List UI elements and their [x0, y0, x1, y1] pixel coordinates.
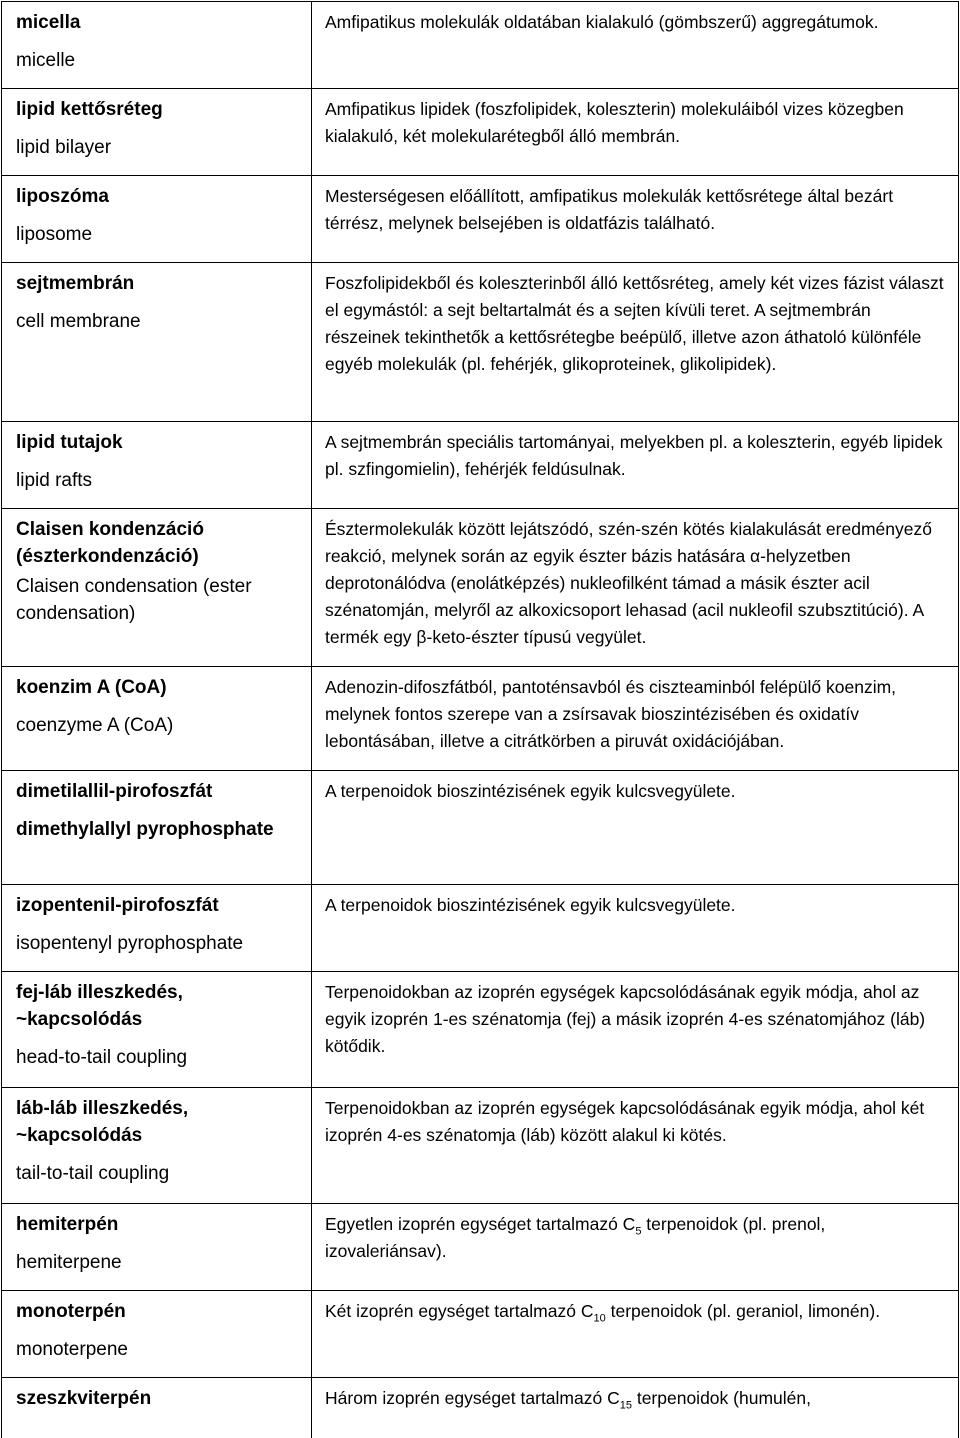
term-en: monoterpene [16, 1339, 128, 1360]
definition-cell [312, 1291, 959, 1378]
glossary-row [2, 1204, 959, 1291]
term-hu: monoterpén [16, 1301, 126, 1322]
definition-cell [312, 263, 959, 422]
definition-text: Terpenoidokban az izoprén egységek kapcsolódásának egyik módja, ahol az egyik izoprén 1-es szénatomja (fej) a másik izoprén 4-es szénatomjához (láb) kötődik. [325, 982, 926, 1056]
definition-text: Adenozin-difoszfátból, pantoténsavból és ciszteaminból felépülő koenzim, melynek fontos szerepe van a zsírsavak bioszintézisében és oxidatív lebontásában, illetve a citrátkörben a piruvát oxidációjában. [325, 677, 897, 751]
term-en: Claisen condensation (ester condensation) [16, 576, 252, 624]
definition-cell [312, 509, 959, 667]
definition-cell [312, 1088, 959, 1204]
term-en: isopentenyl pyrophosphate [16, 933, 244, 954]
definition-cell [312, 1378, 959, 1438]
term-cell [2, 89, 312, 176]
term-cell [2, 422, 312, 509]
glossary-row [2, 771, 959, 885]
definition-text: Amfipatikus lipidek (foszfolipidek, koleszterin) molekuláiból vizes közegben kialakuló, két molekularétegből álló membrán. [325, 99, 904, 146]
term-cell [2, 1204, 312, 1291]
term-cell [2, 885, 312, 972]
definition-text: Foszfolipidekből és koleszterinből álló kettősréteg, amely két vizes fázist választ el egymástól: a sejt beltartalmát és a sejten kívüli teret. A sejtmembrán részeinek tekinthetők a kettősrétegbe beépülő, illetve azon áthatoló különféle egyéb molekulák (pl. fehérjék, glikoproteinek, glikolipidek). [325, 273, 944, 374]
glossary-row [2, 1088, 959, 1204]
definition-cell [312, 771, 959, 885]
glossary-row [2, 1291, 959, 1378]
glossary-row [2, 176, 959, 263]
carbon-count: 5 [635, 1225, 642, 1238]
term-hu: micella [16, 12, 81, 33]
definition-text: A sejtmembrán speciális tartományai, melyekben pl. a koleszterin, egyéb lipidek pl. szfingomielin), fehérjék feldúsulnak. [325, 432, 943, 479]
term-hu: láb-láb illeszkedés, ~kapcsolódás [16, 1098, 189, 1146]
definition-text: terpenoidok (humulén, [631, 1388, 811, 1408]
term-en: micelle [16, 50, 76, 71]
term-en: coenzyme A (CoA) [16, 715, 174, 736]
term-cell [2, 263, 312, 422]
term-en: hemiterpene [16, 1252, 122, 1273]
definition-text: terpenoidok (pl. prenol, izovaleriánsav). [325, 1214, 826, 1261]
term-en: lipid rafts [16, 470, 93, 491]
term-cell [2, 972, 312, 1088]
glossary-row [2, 422, 959, 509]
term-en: liposome [16, 224, 93, 245]
carbon-count: 10 [593, 1312, 606, 1325]
term-en: tail-to-tail coupling [16, 1163, 170, 1184]
definition-text: Amfipatikus molekulák oldatában kialakuló (gömbszerű) aggregátumok. [325, 12, 879, 32]
term-cell [2, 176, 312, 263]
definition-cell [312, 422, 959, 509]
glossary-row [2, 2, 959, 89]
term-cell [2, 667, 312, 771]
definition-text: terpenoidok (pl. geraniol, limonén). [605, 1301, 881, 1321]
glossary-row [2, 1378, 959, 1438]
term-hu: fej-láb illeszkedés, ~kapcsolódás [16, 982, 183, 1030]
definition-text: Egyetlen izoprén egységet tartalmazó C [325, 1214, 636, 1234]
term-en: head-to-tail coupling [16, 1047, 188, 1068]
glossary-table [1, 1, 959, 1438]
term-cell [2, 1291, 312, 1378]
term-cell [2, 1378, 312, 1438]
term-hu: dimetilallil-pirofoszfát [16, 781, 213, 802]
term-hu: izopentenil-pirofoszfát [16, 895, 219, 916]
definition-text: Két izoprén egységet tartalmazó C [325, 1301, 594, 1321]
term-hu: sejtmembrán [16, 273, 135, 294]
definition-text: A terpenoidok bioszintézisének egyik kulcsvegyülete. [325, 895, 736, 915]
term-cell [2, 771, 312, 885]
glossary-row [2, 509, 959, 667]
glossary-row [2, 972, 959, 1088]
definition-text: Terpenoidokban az izoprén egységek kapcsolódásának egyik módja, ahol két izoprén 4-es szénatomja (láb) között alakul ki kötés. [325, 1098, 925, 1145]
term-en: lipid bilayer [16, 137, 112, 158]
glossary-row [2, 667, 959, 771]
glossary-row [2, 89, 959, 176]
definition-cell [312, 885, 959, 972]
term-hu: Claisen kondenzáció (észterkondenzáció) [16, 519, 204, 567]
term-cell [2, 509, 312, 667]
definition-cell [312, 89, 959, 176]
definition-cell [312, 1204, 959, 1291]
glossary-body [2, 2, 959, 1438]
term-hu: lipid kettősréteg [16, 99, 163, 120]
definition-text: Mesterségesen előállított, amfipatikus molekulák kettősrétege által bezárt térrész, melynek belsejében is oldatfázis található. [325, 186, 894, 233]
definition-cell [312, 176, 959, 263]
term-cell [2, 1088, 312, 1204]
term-hu: liposzóma [16, 186, 109, 207]
definition-cell [312, 972, 959, 1088]
term-hu: szeszkviterpén [16, 1388, 152, 1409]
carbon-count: 15 [619, 1399, 632, 1412]
definition-text: A terpenoidok bioszintézisének egyik kulcsvegyülete. [325, 781, 736, 801]
term-cell [2, 2, 312, 89]
glossary-row [2, 885, 959, 972]
definition-text: Észtermolekulák között lejátszódó, szén-szén kötés kialakulását eredményező reakció, melynek során az egyik észter bázis hatására α-helyzetben deprotonálódva (enolátképzés) nukleofilként támad a másik észter acil szénatomján, melyről az alkoxicsoport lehasad (acil nukleofil szubsztitúció). A termék egy β-keto-észter típusú vegyület. [325, 519, 932, 647]
term-hu: koenzim A (CoA) [16, 677, 167, 698]
term-en: dimethylallyl pyrophosphate [16, 819, 274, 840]
definition-text: Három izoprén egységet tartalmazó C [325, 1388, 620, 1408]
term-hu: lipid tutajok [16, 432, 123, 453]
term-en: cell membrane [16, 311, 141, 332]
definition-cell [312, 667, 959, 771]
definition-cell [312, 2, 959, 89]
term-hu: hemiterpén [16, 1214, 119, 1235]
glossary-row [2, 263, 959, 422]
